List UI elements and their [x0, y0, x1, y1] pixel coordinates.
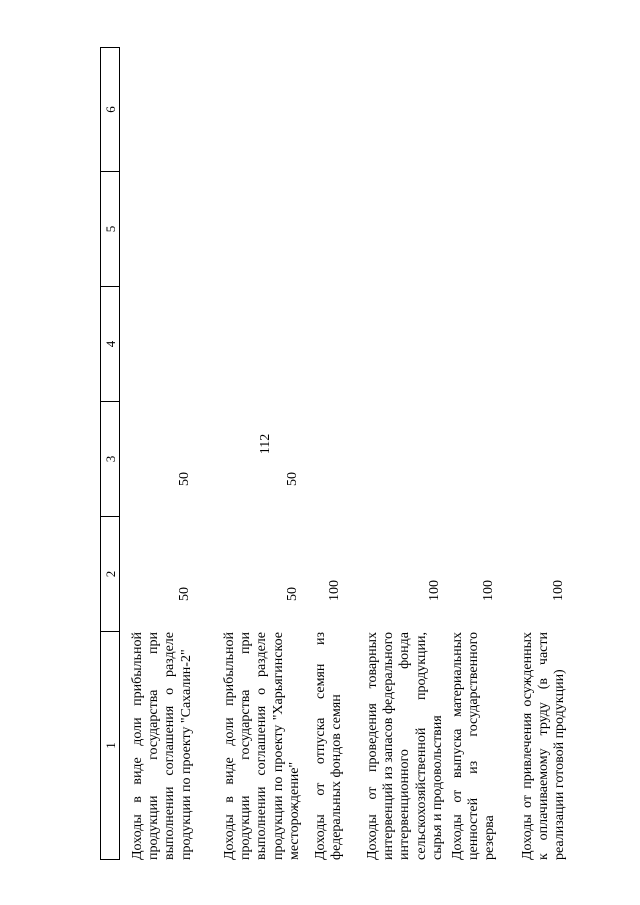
column-header-5: 5	[101, 171, 119, 286]
row-value-col2: 50	[285, 587, 300, 601]
row-value-col2: 100	[427, 580, 442, 601]
row-value-col2: 100	[551, 580, 566, 601]
row-label: Доходы от привлечения осужденных к оплачиваемому труду (в части реализации готовой продукции)	[520, 632, 568, 860]
column-header-6: 6	[101, 47, 119, 171]
column-header-4: 4	[101, 286, 119, 401]
column-header-1: 1	[101, 631, 119, 860]
row-value-col2: 100	[327, 580, 342, 601]
row-label: Доходы от отпуска семян из федеральных фондов семян	[313, 632, 345, 860]
column-header-3: 3	[101, 401, 119, 516]
row-value-col3: 50	[177, 472, 192, 486]
page-number: 112	[258, 433, 273, 455]
row-label: Доходы в виде доли прибыльной продукции государства при выполнении соглашения о разделе продукции по проекту "Харьягинское месторождение"	[222, 632, 302, 860]
row-value-col2: 100	[481, 580, 496, 601]
row-value-col2: 50	[177, 587, 192, 601]
row-value-col3: 50	[285, 472, 300, 486]
row-label: Доходы от выпуска материальных ценностей из государственного резерва	[450, 632, 498, 860]
column-header-2: 2	[101, 516, 119, 631]
row-label: Доходы в виде доли прибыльной продукции государства при выполнении соглашения о разделе продукции по проекту "Сахалин-2"	[130, 632, 194, 860]
row-label: Доходы от проведения товарных интервенций из запасов федерального интервенционного фонда сельскохозяйственной продукции, сырья и продовольствия	[365, 632, 445, 860]
table-header	[100, 47, 120, 860]
